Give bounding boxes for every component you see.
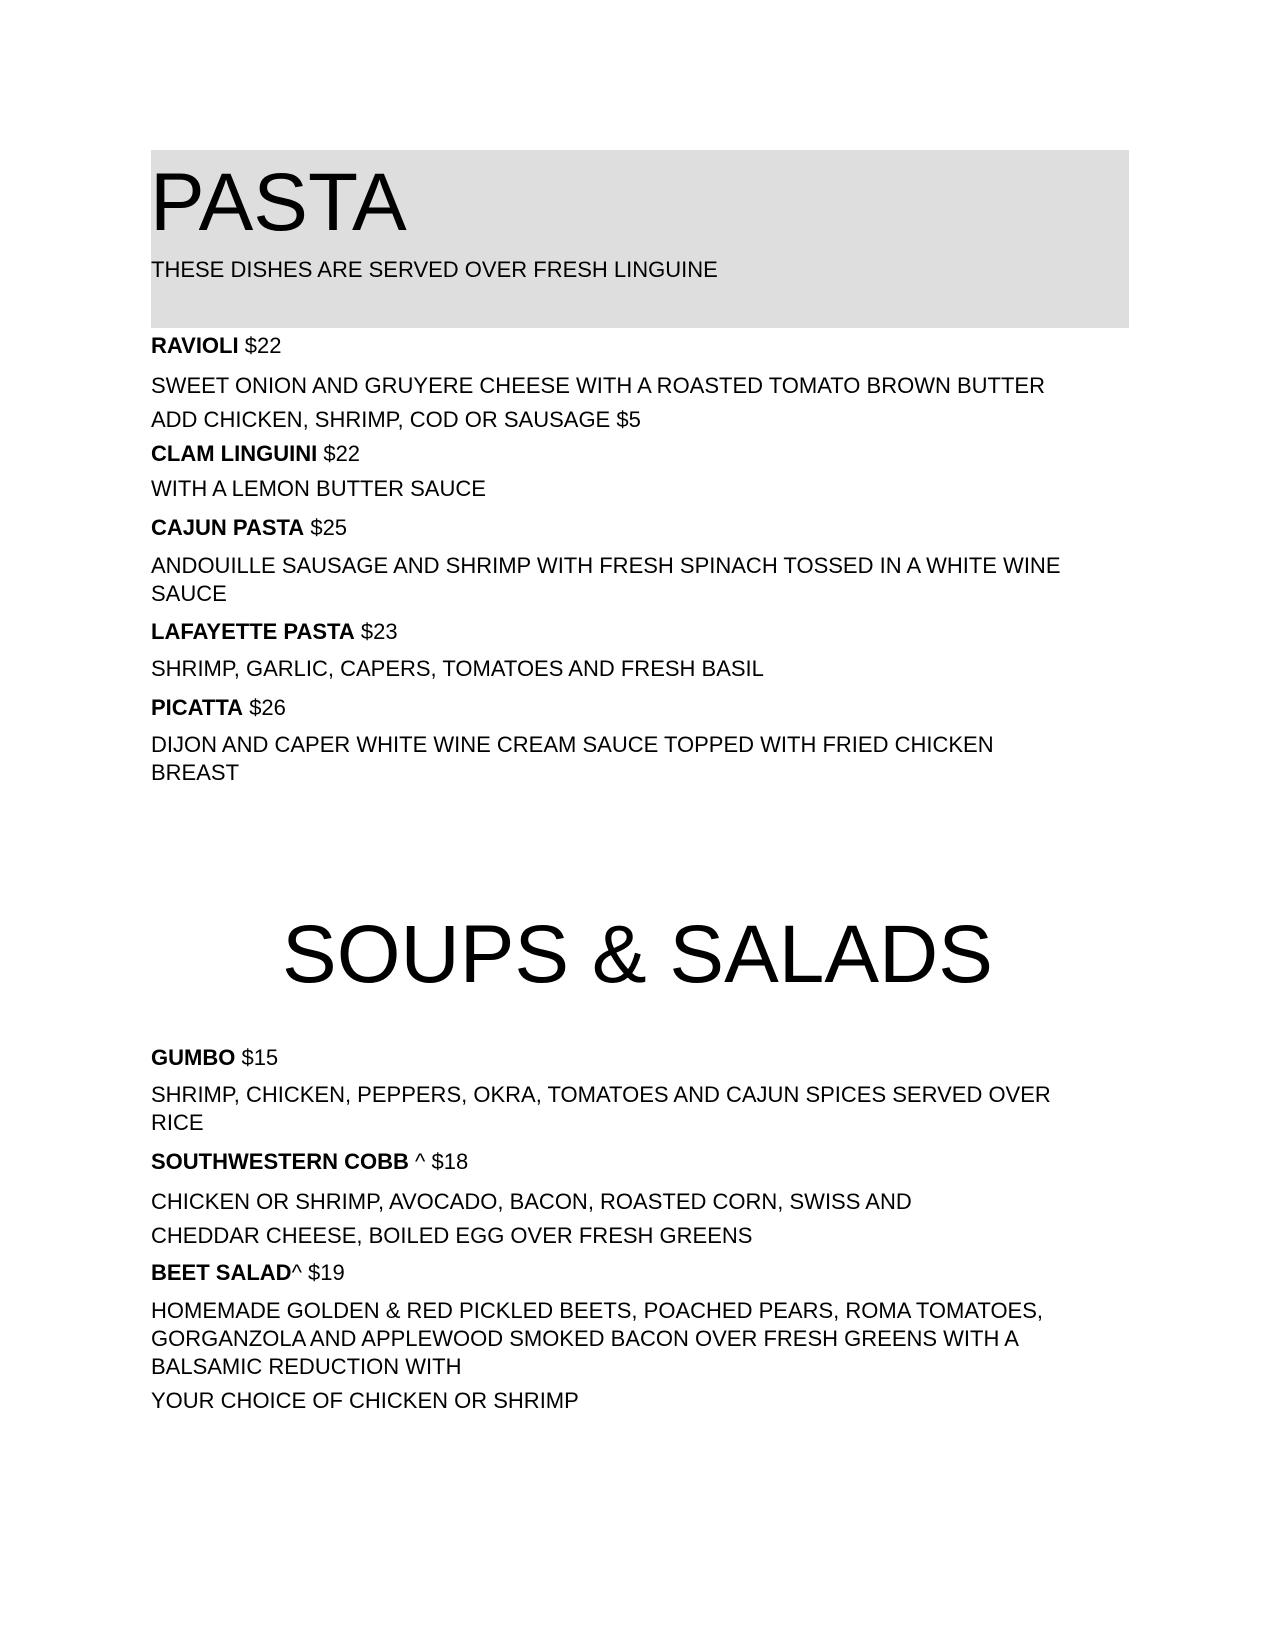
soups-salads-section-title: SOUPS & SALADS <box>282 909 993 1000</box>
description-line: SHRIMP, CHICKEN, PEPPERS, OKRA, TOMATOES AND CAJUN SPICES SERVED OVER <box>151 1082 1051 1107</box>
description-line: RICE <box>151 1110 204 1135</box>
menu-item-beet-salad-heading <box>151 1260 345 1286</box>
menu-item-name: GUMBO <box>151 1045 236 1070</box>
menu-item-price: $18 <box>431 1149 469 1174</box>
menu-item-ravioli-description <box>151 369 1111 437</box>
pasta-section-title: PASTA <box>150 157 407 248</box>
menu-item-gumbo-description <box>151 1081 1111 1137</box>
menu-item-price: $22 <box>323 441 361 466</box>
menu-item-lafayette-pasta-description <box>151 655 1111 683</box>
menu-item-southwestern-cobb-description <box>151 1185 1111 1253</box>
menu-item-price: $23 <box>360 619 398 644</box>
menu-item-price: $19 <box>308 1260 345 1285</box>
menu-item-name: RAVIOLI <box>151 333 239 358</box>
menu-item-gumbo-heading <box>151 1045 278 1071</box>
menu-item-picatta-heading <box>151 695 286 721</box>
menu-item-clam-linguini-heading <box>151 441 360 467</box>
description-line: DIJON AND CAPER WHITE WINE CREAM SAUCE TOPPED WITH FRIED CHICKEN <box>151 732 994 757</box>
menu-item-southwestern-cobb-heading <box>151 1149 468 1175</box>
description-line: CHEDDAR CHEESE, BOILED EGG OVER FRESH GREENS <box>151 1223 753 1248</box>
menu-item-price: $25 <box>310 515 348 540</box>
menu-item-name: SOUTHWESTERN COBB <box>151 1149 409 1174</box>
description-line: ANDOUILLE SAUSAGE AND SHRIMP WITH FRESH SPINACH TOSSED IN A WHITE WINE <box>151 553 1061 578</box>
pasta-section-subtitle: THESE DISHES ARE SERVED OVER FRESH LINGUINE <box>151 257 718 282</box>
menu-item-name: PICATTA <box>151 695 244 720</box>
description-line: ADD CHICKEN, SHRIMP, COD OR SAUSAGE $5 <box>151 407 641 432</box>
menu-item-beet-salad-description <box>151 1297 1111 1415</box>
description-line: SWEET ONION AND GRUYERE CHEESE WITH A ROASTED TOMATO BROWN BUTTER <box>151 373 1045 398</box>
menu-item-price: $22 <box>244 333 282 358</box>
menu-item-ravioli-heading <box>151 333 281 359</box>
description-line: HOMEMADE GOLDEN & RED PICKLED BEETS, POACHED PEARS, ROMA TOMATOES, <box>151 1298 1044 1323</box>
description-line: BREAST <box>151 760 240 785</box>
menu-item-price: $26 <box>249 695 286 720</box>
description-line: GORGANZOLA AND APPLEWOOD SMOKED BACON OVER FRESH GREENS WITH A <box>151 1326 1019 1351</box>
description-line: WITH A LEMON BUTTER SAUCE <box>151 476 486 501</box>
menu-item-name: LAFAYETTE PASTA <box>151 619 355 644</box>
menu-item-picatta-description <box>151 731 1111 787</box>
description-line: YOUR CHOICE OF CHICKEN OR SHRIMP <box>151 1388 579 1413</box>
description-line: BALSAMIC REDUCTION WITH <box>151 1354 462 1379</box>
menu-item-clam-linguini-description <box>151 475 1111 503</box>
menu-item-suffix: ^ <box>291 1260 302 1285</box>
menu-item-cajun-pasta-description <box>151 552 1111 608</box>
menu-item-price: $15 <box>241 1045 279 1070</box>
menu-item-suffix: ^ <box>415 1149 426 1174</box>
menu-item-lafayette-pasta-heading <box>151 619 398 645</box>
menu-item-name: BEET SALAD <box>151 1260 292 1285</box>
menu-item-cajun-pasta-heading <box>151 515 347 541</box>
description-line: SHRIMP, GARLIC, CAPERS, TOMATOES AND FRESH BASIL <box>151 656 764 681</box>
description-line: SAUCE <box>151 581 227 606</box>
menu-item-name: CAJUN PASTA <box>151 515 305 540</box>
menu-item-name: CLAM LINGUINI <box>151 441 318 466</box>
description-line: CHICKEN OR SHRIMP, AVOCADO, BACON, ROASTED CORN, SWISS AND <box>151 1189 912 1214</box>
